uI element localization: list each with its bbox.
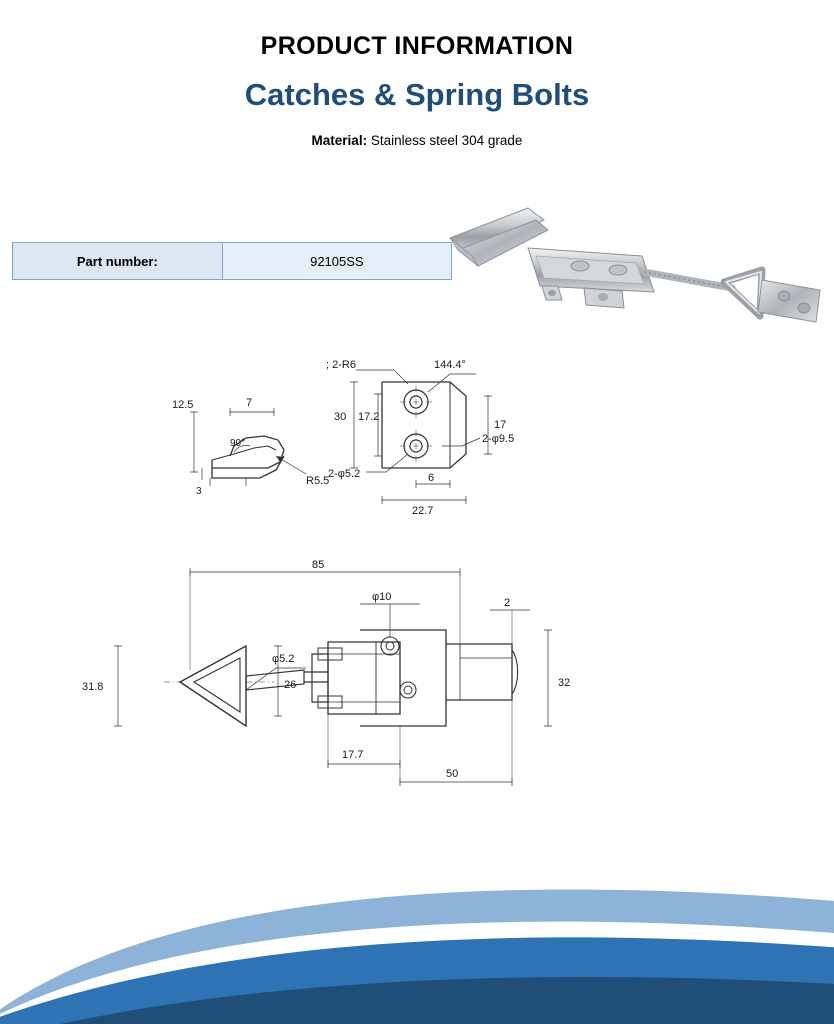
svg-text:85: 85 (312, 559, 325, 571)
svg-text:31.8: 31.8 (82, 681, 104, 693)
product-photo (432, 196, 832, 356)
hook-profile-drawing (190, 408, 306, 486)
material-value: Stainless steel 304 grade (367, 133, 523, 148)
page-subtitle: Catches & Spring Bolts (244, 77, 590, 112)
base-plate-drawing (350, 370, 492, 504)
svg-text:17: 17 (494, 419, 507, 431)
svg-text:50: 50 (446, 768, 459, 780)
svg-text:26: 26 (284, 679, 297, 691)
svg-text:; 2-R6: ; 2-R6 (326, 359, 356, 371)
svg-text:φ5.2: φ5.2 (272, 653, 295, 665)
material-label: Material: (311, 133, 368, 148)
svg-text:17.7: 17.7 (342, 749, 364, 761)
part-number-table (12, 242, 452, 280)
triangle-handle-drawing (164, 646, 274, 726)
page-title: PRODUCT INFORMATION (260, 32, 574, 60)
svg-text:30: 30 (334, 411, 347, 423)
svg-text:7: 7 (246, 397, 253, 409)
material-line (0, 133, 834, 148)
svg-text:17.2: 17.2 (358, 411, 380, 423)
table-row (13, 243, 452, 280)
latch-body (528, 248, 654, 308)
svg-text:32: 32 (558, 677, 571, 689)
svg-text:3: 3 (196, 486, 202, 497)
latch-body-drawing (312, 630, 518, 726)
document-header (0, 0, 834, 148)
footer-swoosh (0, 754, 834, 1024)
svg-text:90°: 90° (230, 438, 246, 449)
strike-plate (758, 280, 820, 322)
svg-text:6: 6 (428, 472, 435, 484)
part-number-label: Part number: (13, 243, 223, 280)
svg-text:144.4°: 144.4° (434, 359, 466, 371)
svg-text:2: 2 (504, 597, 511, 609)
dimension-labels-bottom (82, 559, 570, 780)
threaded-rod (644, 272, 732, 288)
svg-text:12.5: 12.5 (172, 399, 194, 411)
svg-text:2-φ9.5: 2-φ9.5 (482, 433, 515, 445)
svg-text:φ10: φ10 (372, 591, 392, 603)
part-number-value: 92105SS (222, 243, 451, 280)
svg-text:2-φ5.2: 2-φ5.2 (328, 468, 361, 480)
svg-text:22.7: 22.7 (412, 505, 434, 517)
svg-text:R5.5: R5.5 (306, 475, 330, 487)
technical-drawing-top (150, 350, 570, 540)
dimension-labels-top (172, 359, 514, 517)
